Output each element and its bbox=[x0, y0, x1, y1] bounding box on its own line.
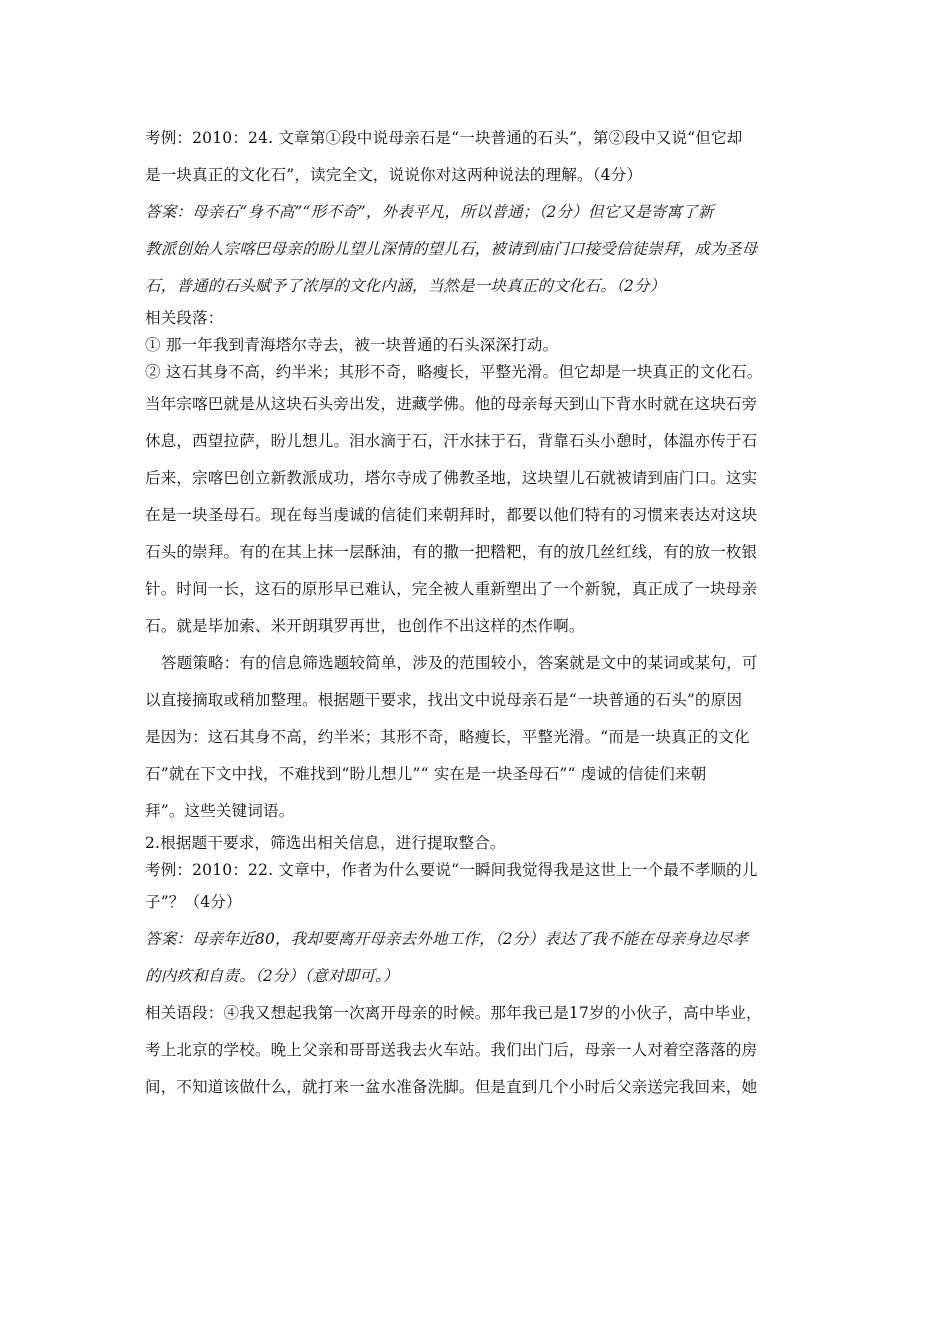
paragraph-1: ① 那一年我到青海塔尔寺去，被一块普通的石头深深打动。 bbox=[145, 336, 559, 354]
answer-line-3: 石，普通的石头赋予了浓厚的文化内涵，当然是一块真正的文化石。（2分） bbox=[145, 277, 666, 295]
related-passage-line-3: 间，不知道该做什么，就打来一盆水准备洗脚。但是直到几个小时后父亲送完我回来，她 bbox=[145, 1078, 758, 1096]
strategy-line-4: 石”就在下文中找，不难找到“盼儿想儿”“ 实在是一块圣母石”“ 虔诚的信徒们来朝 bbox=[145, 765, 707, 783]
strategy-line-1: 答题策略：有的信息筛选题较简单，涉及的范围较小，答案就是文中的某词或某句，可 bbox=[161, 654, 758, 672]
section-heading-2: 2.根据题干要求，筛选出相关信息，进行提取整合。 bbox=[145, 834, 506, 852]
strategy-line-2: 以直接摘取或稍加整理。根据题干要求，找出文中说母亲石是“一块普通的石头”的原因 bbox=[145, 691, 743, 709]
paragraph-2-line-7: 针。时间一长，这石的原形早已难认，完全被人重新塑出了一个新貌，真正成了一块母亲 bbox=[145, 580, 758, 598]
answer-line-1: 答案：母亲石“身不高”“形不奇”，外表平凡，所以普通；（2分）但它又是寄寓了新 bbox=[145, 203, 714, 221]
strategy-line-3: 是因为：这石其身不高，约半米；其形不奇，略瘦长，平整光滑。“而是一块真正的文化 bbox=[145, 728, 750, 746]
paragraph-2-line-6: 石头的崇拜。有的在其上抹一层酥油，有的撒一把糌粑，有的放几丝红线，有的放一枚银 bbox=[145, 543, 758, 561]
paragraph-2-line-8: 石。就是毕加索、米开朗琪罗再世，也创作不出这样的杰作啊。 bbox=[145, 617, 585, 635]
answer-2-line-2: 的内疚和自责。（2分）（意对即可。） bbox=[145, 967, 399, 985]
question-2010-22-line-2: 子”？（4分） bbox=[145, 893, 242, 911]
related-passage-line-1: 相关语段：④我又想起我第一次离开母亲的时候。那年我已是17岁的小伙子，高中毕业， bbox=[145, 1004, 762, 1022]
paragraph-2-line-2: 当年宗喀巴就是从这块石头旁出发，进藏学佛。他的母亲每天到山下背水时就在这块石旁 bbox=[145, 395, 758, 413]
answer-2-line-1: 答案：母亲年近80，我却要离开母亲去外地工作，（2分）表达了我不能在母亲身边尽孝 bbox=[145, 930, 749, 948]
strategy-line-5: 拜”。这些关键词语。 bbox=[145, 802, 295, 820]
paragraph-2-line-5: 在是一块圣母石。现在每当虔诚的信徒们来朝拜时，都要以他们特有的习惯来表达对这块 bbox=[145, 506, 758, 524]
paragraph-2-line-4: 后来，宗喀巴创立新教派成功，塔尔寺成了佛教圣地，这块望儿石就被请到庙门口。这实 bbox=[145, 469, 758, 487]
answer-line-2: 教派创始人宗喀巴母亲的盼儿望儿深情的望儿石，被请到庙门口接受信徒崇拜，成为圣母 bbox=[145, 240, 758, 258]
related-paragraph-heading: 相关段落： bbox=[145, 309, 224, 327]
related-passage-line-2: 考上北京的学校。晚上父亲和哥哥送我去火车站。我们出门后，母亲一人对着空落落的房 bbox=[145, 1041, 758, 1059]
question-2010-22-line-1: 考例：2010：22. 文章中，作者为什么要说“一瞬间我觉得我是这世上一个最不孝顺的儿 bbox=[145, 861, 758, 879]
paragraph-2-line-3: 休息，西望拉萨，盼儿想儿。泪水滴于石，汗水抹于石，背靠石头小憩时，体温亦传于石 bbox=[145, 432, 758, 450]
paragraph-2-line-1: ② 这石其身不高，约半米；其形不奇，略瘦长，平整光滑。但它却是一块真正的文化石。 bbox=[145, 363, 763, 381]
question-2010-24-line-1: 考例：2010：24. 文章第①段中说母亲石是“一块普通的石头”，第②段中又说“但它却 bbox=[145, 129, 743, 147]
document-page bbox=[145, 120, 810, 1106]
question-2010-24-line-2: 是一块真正的文化石”，读完全文，说说你对这两种说法的理解。（4分） bbox=[145, 166, 643, 184]
